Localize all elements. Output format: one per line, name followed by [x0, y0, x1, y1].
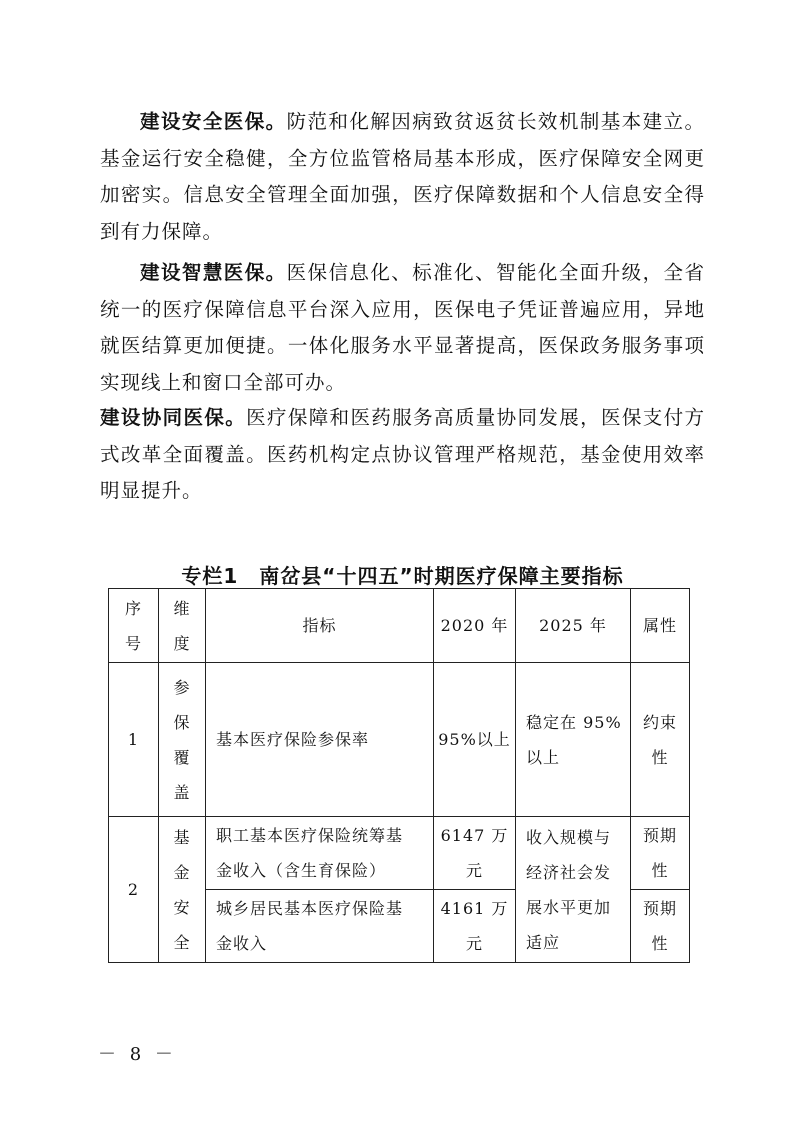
header-2025: 2025 年: [516, 589, 631, 663]
header-2020: 2020 年: [434, 589, 516, 663]
paragraph-coordinated-insurance: [100, 400, 705, 510]
paragraph-body: 医保信息化、标准化、智能化全面升级，全省统一的医疗保障信息平台深入应用，医保电子凭证普遍应用，异地就医结算更加便捷。一体化服务水平显著提高，医保政务服务事项实现线上和窗口全部可办。: [100, 261, 705, 394]
paragraph-lead: 建设协同医保。: [100, 406, 247, 429]
paragraph-body: 医疗保障和医药服务高质量协同发展，医保支付方式改革全面覆盖。医药机构定点协议管理严格规范，基金使用效率明显提升。: [100, 406, 705, 502]
row-2020-value: 95%以上: [434, 663, 516, 817]
row-2025-target: 稳定在 95% 以上: [516, 663, 631, 817]
indicator-table: [108, 588, 690, 963]
header-indicator: 指标: [206, 589, 434, 663]
paragraph-safe-insurance: [100, 104, 705, 250]
header-number: 序 号: [109, 589, 159, 663]
row-2020-value: 6147 万 元: [434, 817, 516, 890]
row-2025-target: 收入规模与 经济社会发 展水平更加 适应: [516, 817, 631, 963]
row-attribute: 约束 性: [631, 663, 690, 817]
row-dimension: 基 金 安 全: [159, 817, 206, 963]
table-row: [109, 663, 690, 817]
row-indicator: 城乡居民基本医疗保险基 金收入: [206, 890, 434, 963]
row-indicator: 基本医疗保险参保率: [206, 663, 434, 817]
paragraph-lead: 建设安全医保。: [140, 110, 287, 133]
row-number: 1: [109, 663, 159, 817]
table-caption: 专栏1 南岔县“十四五”时期医疗保障主要指标: [181, 564, 624, 588]
row-attribute: 预期 性: [631, 890, 690, 963]
row-number: 2: [109, 817, 159, 963]
header-dimension: 维 度: [159, 589, 206, 663]
table-row: [109, 817, 690, 890]
table-header-row: [109, 589, 690, 663]
row-dimension: 参 保 覆 盖: [159, 663, 206, 817]
paragraph-lead: 建设智慧医保。: [140, 261, 287, 284]
row-attribute: 预期 性: [631, 817, 690, 890]
paragraph-body: 防范和化解因病致贫返贫长效机制基本建立。基金运行安全稳健，全方位监管格局基本形成，医疗保障安全网更加密实。信息安全管理全面加强，医疗保障数据和个人信息安全得到有力保障。: [100, 110, 705, 243]
row-2020-value: 4161 万 元: [434, 890, 516, 963]
header-attribute: 属性: [631, 589, 690, 663]
page-number: － 8 －: [98, 1044, 177, 1065]
row-indicator: 职工基本医疗保险统筹基 金收入（含生育保险）: [206, 817, 434, 890]
paragraph-smart-insurance: [100, 255, 705, 401]
